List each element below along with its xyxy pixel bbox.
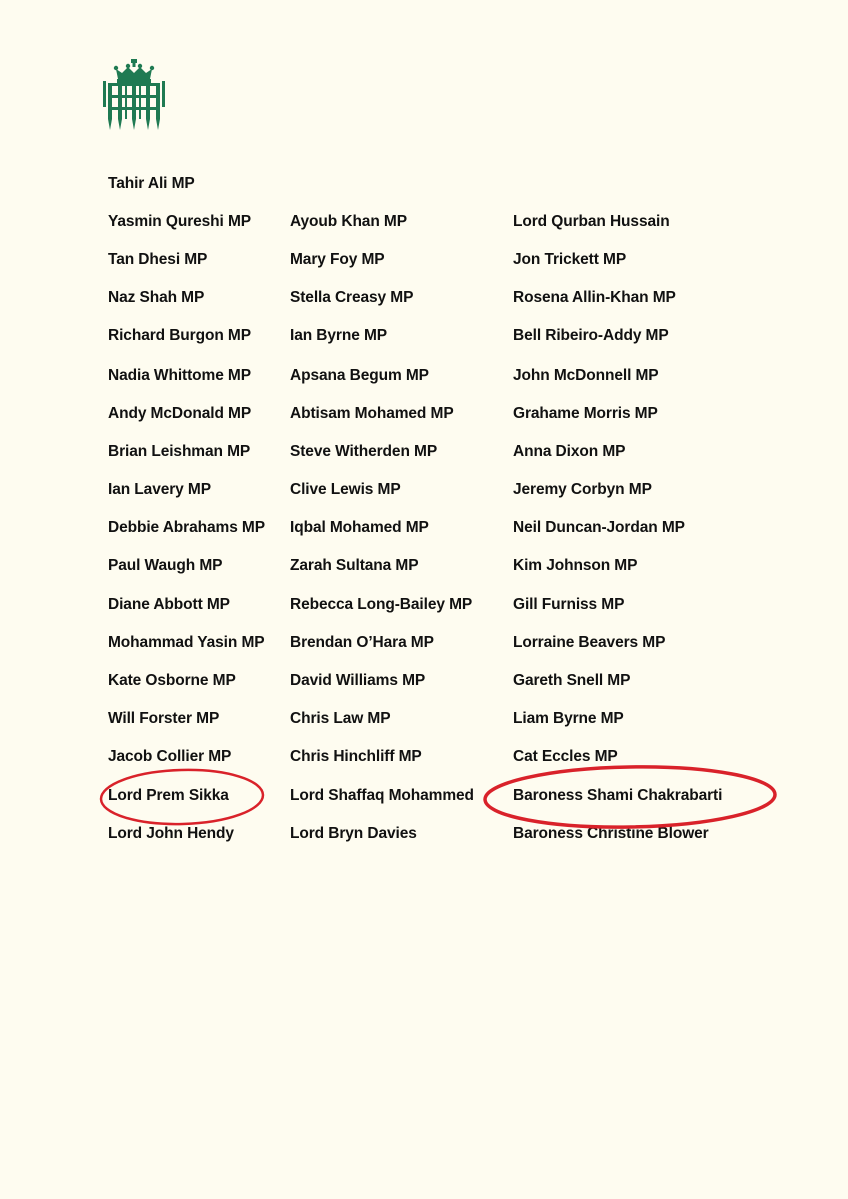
- signatory-name: Lorraine Beavers MP: [513, 634, 666, 651]
- signatory-name: Tahir Ali MP: [108, 175, 195, 192]
- signatory-name-highlighted: Lord Prem Sikka: [108, 787, 229, 804]
- signatory-name: Chris Hinchliff MP: [290, 748, 422, 765]
- signatory-name: Yasmin Qureshi MP: [108, 213, 252, 230]
- signatory-name: Lord John Hendy: [108, 825, 234, 842]
- signatory-name: Cat Eccles MP: [513, 748, 618, 765]
- signatory-name: John McDonnell MP: [513, 367, 659, 384]
- signatory-name: Rosena Allin-Khan MP: [513, 289, 676, 306]
- signatory-name: Diane Abbott MP: [108, 596, 230, 613]
- signatory-name: Brian Leishman MP: [108, 443, 251, 460]
- signatory-name: Mary Foy MP: [290, 251, 385, 268]
- signatory-name: Richard Burgon MP: [108, 327, 251, 344]
- signatory-name: Lord Shaffaq Mohammed: [290, 787, 474, 804]
- signatory-name: Lord Qurban Hussain: [513, 213, 670, 230]
- signatory-name: Andy McDonald MP: [108, 405, 252, 422]
- signatory-name: Stella Creasy MP: [290, 289, 414, 306]
- signatory-name: Paul Waugh MP: [108, 557, 223, 574]
- signatory-name: Kate Osborne MP: [108, 672, 236, 689]
- signatory-name: Liam Byrne MP: [513, 710, 624, 727]
- signatory-name: Iqbal Mohamed MP: [290, 519, 429, 536]
- signatory-name: Jeremy Corbyn MP: [513, 481, 652, 498]
- signatory-name: Clive Lewis MP: [290, 481, 401, 498]
- signatory-name: Ayoub Khan MP: [290, 213, 407, 230]
- signatory-name: Apsana Begum MP: [290, 367, 429, 384]
- signatory-name: Anna Dixon MP: [513, 443, 626, 460]
- signatory-name: Rebecca Long-Bailey MP: [290, 596, 473, 613]
- signatory-name: Will Forster MP: [108, 710, 220, 727]
- signatory-name: Tan Dhesi MP: [108, 251, 208, 268]
- signatory-name: Steve Witherden MP: [290, 443, 438, 460]
- signatory-name: Grahame Morris MP: [513, 405, 658, 422]
- signatory-name: Gill Furniss MP: [513, 596, 625, 613]
- signatory-name: Baroness Christine Blower: [513, 825, 709, 842]
- signatory-name: Jon Trickett MP: [513, 251, 627, 268]
- signatory-name: Ian Lavery MP: [108, 481, 211, 498]
- signatory-name: Jacob Collier MP: [108, 748, 232, 765]
- signatory-name: Debbie Abrahams MP: [108, 519, 265, 536]
- signatory-name: Brendan O’Hara MP: [290, 634, 434, 651]
- signatory-name: Naz Shah MP: [108, 289, 205, 306]
- signatory-name: Ian Byrne MP: [290, 327, 387, 344]
- signatory-name: Neil Duncan-Jordan MP: [513, 519, 685, 536]
- signatory-name: Chris Law MP: [290, 710, 391, 727]
- signatory-name: Nadia Whittome MP: [108, 367, 251, 384]
- signatory-name: David Williams MP: [290, 672, 426, 689]
- signatory-name: Kim Johnson MP: [513, 557, 638, 574]
- signatory-name: Zarah Sultana MP: [290, 557, 419, 574]
- signatory-name: Bell Ribeiro-Addy MP: [513, 327, 669, 344]
- signatory-name: Abtisam Mohamed MP: [290, 405, 454, 422]
- signatory-name: Lord Bryn Davies: [290, 825, 417, 842]
- signatory-name: Gareth Snell MP: [513, 672, 631, 689]
- signatory-name-highlighted: Baroness Shami Chakrabarti: [513, 787, 723, 804]
- signatory-name: Mohammad Yasin MP: [108, 634, 265, 651]
